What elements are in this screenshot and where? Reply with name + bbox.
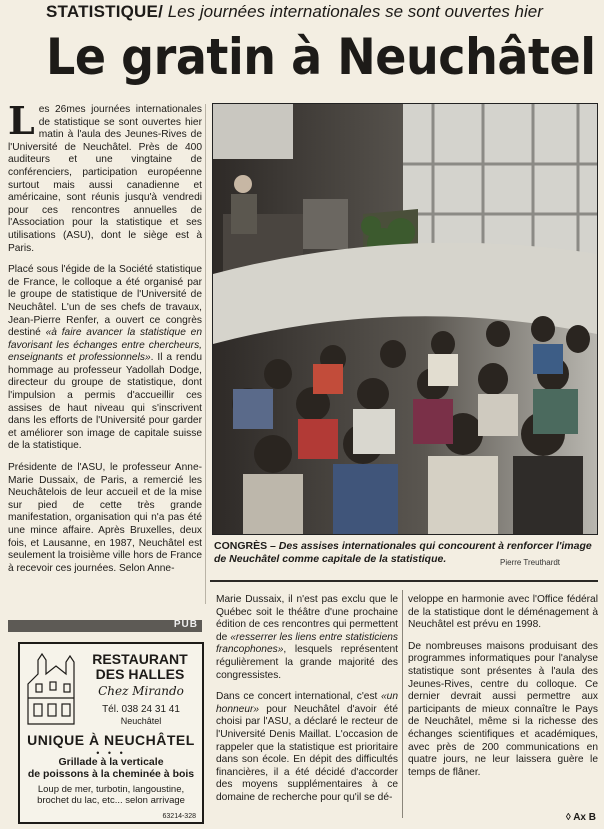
paragraph-5-text-a: Dans ce concert international, c'est — [216, 691, 381, 703]
paragraph-5-quote: «un honneur» — [216, 691, 398, 715]
specialty-line-1: Grillade à la verticale — [58, 756, 164, 768]
ad-code: 63214-328 — [162, 813, 196, 820]
paragraph-2 — [8, 264, 202, 453]
dropcap: L — [8, 98, 35, 143]
kicker-subtitle: Les journées internationales se sont ouvertes hier — [163, 2, 543, 21]
paragraph-5-text-b: pour Neuchâtel d'avoir été choisi par l'ASU, a déclaré le recteur de l'Université Denis Maillat. L'occasion de rappeler que la statistique est prioritaire dans son école. En dépit des difficultés financières, il a été décidé d'accorder des moyens supplémentaires à ce domaine de recherche pour qu'il se dé- — [216, 703, 398, 803]
paragraph-5 — [216, 691, 398, 804]
paragraph-1 — [8, 98, 202, 255]
photo-credit: Pierre Treuthardt — [500, 558, 561, 567]
restaurant-advertisement — [18, 642, 204, 824]
paragraph-2-text-b: . Il a rendu hommage au professeur Yadollah Dodge, directeur du groupe de statistique, dont l'impulsion a permis d'accueillir ces assises de haut niveau qui s'inscrivent dans les efforts de l'Université pour garder et améliorer son image de capitale suisse de la statistique. — [8, 352, 202, 452]
paragraph-3: Présidente de l'ASU, le professeur Anne-Marie Dussaix, de Paris, a remercié les Neuchâtelois de leur accueil et de la mise sur pied de cette très grande manifestation, organisation qui n'a pas été une mince affaire. Après Bruxelles, deux fois, et Lausanne, en 1987, Neuchâtel est seulement la troisième ville hors de France à recevoir ces journées. Selon Anne- — [8, 462, 202, 574]
paragraph-1-text: es 26mes journées internationales de statistique se sont ouvertes hier matin à l'aula des Jeunes-Rives de l'Université de Neuchâtel. Près de 400 auditeurs et une vingtaine de conférenciers, participation européenne surtout mais aussi canadienne et américaine, sont réunis jusqu'à vendredi pour ces rencontres annuelles de l'Association pour la statistique et ses utilisations (ASU), dont le siège est à Paris. — [8, 104, 202, 254]
paragraph-6: veloppe en harmonie avec l'Office fédéral de la statistique dont le déménagement à Neuchâtel est prévu en 1998. — [408, 594, 598, 631]
paragraph-4-quote: «resserrer les liens entre statisticiens francophones» — [216, 631, 398, 656]
paragraph-4 — [216, 594, 398, 682]
restaurant-menu-list: Loup de mer, turbotin, langoustine, brochet du lac, etc... selon arrivage — [37, 784, 185, 806]
pub-label: PUB — [173, 619, 198, 630]
restaurant-script-name: Chez Mirando — [98, 684, 184, 698]
building-drawing-icon — [24, 650, 78, 726]
conference-photo — [212, 103, 598, 535]
kicker-tag: STATISTIQUE/ — [46, 2, 163, 21]
headline: Le gratin à Neuchâtel — [46, 28, 596, 86]
paragraph-4-text-a: Marie Dussaix, il n'est pas exclu que le Québec soit le théâtre d'une prochaine édition de ces rencontres qui permettent de — [216, 594, 398, 643]
column-divider-2 — [402, 590, 403, 818]
paragraph-2-text-a: Placé sous l'égide de la Société statistique de France, le colloque a été organisé par le groupe de statistique de l'Université de Neuchâtel. L'un de ses chefs de travaux, Jean-Pierre Renfer, a ouvert ce congrès destiné — [8, 264, 202, 339]
paragraph-2-quote: «à faire avancer la statistique en favorisant les échanges entre chercheurs, enseignants et professionnels» — [8, 327, 202, 364]
article-column-1 — [8, 98, 202, 584]
separator-dots: • • • — [96, 748, 126, 758]
article-column-3 — [408, 594, 598, 788]
advertisement-label-bar — [8, 620, 202, 632]
audience-photo-illustration — [213, 104, 597, 534]
column-divider — [205, 104, 206, 604]
paragraph-4-text-b: , lesquels représentent régulièrement la grande majorité des congressistes. — [216, 644, 398, 681]
author-signature: ◊ Ax B — [565, 812, 596, 823]
paragraph-7: De nombreuses maisons produisant des programmes informatiques pour l'analyse statistique sont présentes à l'aula des Jeunes-Rives, centre du colloque. Ce dernier devrait aussi permettre aux participants de mieux connaître le Pays de Neuchâtel, même si la richesse des échanges scientifiques et académiques, avec près de 200 communications en quatre jours, ne leur laissera guère le temps de flâner. — [408, 640, 598, 778]
restaurant-specialty — [24, 756, 198, 780]
restaurant-name-line-2: DES HALLES — [95, 666, 185, 682]
specialty-line-2: de poissons à la cheminée à bois — [27, 768, 195, 780]
caption-lead: CONGRÈS – — [214, 540, 279, 552]
caption-text: Des assises internationales qui concourent à renforcer l'image de Neuchâtel comme capitale de la statistique. — [214, 540, 592, 565]
kicker — [46, 2, 596, 22]
caption-rule — [210, 580, 598, 582]
restaurant-slogan: UNIQUE À NEUCHÂTEL — [27, 732, 195, 748]
restaurant-city: Neuchâtel — [120, 716, 162, 726]
restaurant-name — [78, 652, 202, 682]
restaurant-name-line-1: RESTAURANT — [92, 651, 188, 667]
restaurant-phone: Tél. 038 24 31 41 — [102, 704, 180, 715]
article-column-2 — [216, 594, 398, 814]
